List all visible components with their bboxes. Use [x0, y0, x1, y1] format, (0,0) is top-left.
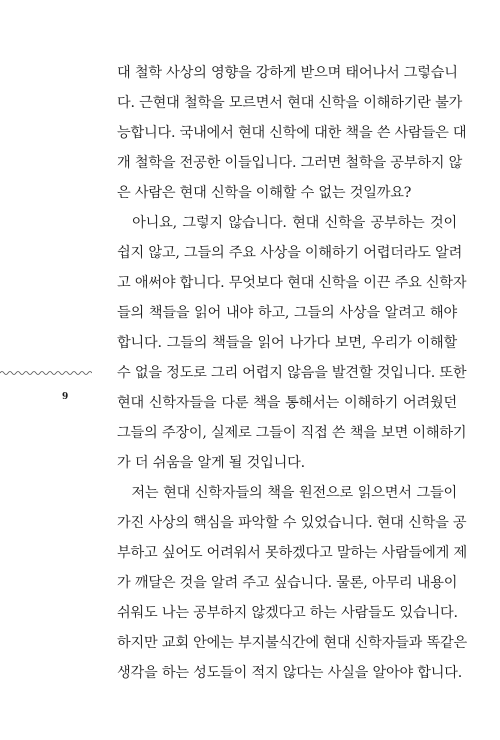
wavy-line	[0, 372, 92, 375]
paragraph-block-1	[117, 58, 467, 478]
text-line: 대 철학 사상의 영향을 강하게 받으며 태어나서 그렇습니	[117, 65, 458, 81]
text-line: 쉽지 않고, 그들의 주요 사상을 이해하기 어렵더라도 알려	[117, 245, 463, 261]
text-line: 저는 현대 신학자들의 책을 원전으로 읽으면서 그들이	[117, 485, 457, 501]
text-line: 아니요, 그렇지 않습니다. 현대 신학을 공부하는 것이	[117, 215, 457, 231]
text-line: 고 애써야 합니다. 무엇보다 현대 신학을 이끈 주요 신학자	[117, 275, 467, 291]
text-line: 능합니다. 국내에서 현대 신학에 대한 책을 쓴 사람들은 대	[117, 125, 467, 141]
text-line: 개 철학을 전공한 이들입니다. 그러면 철학을 공부하지 않	[117, 155, 463, 171]
text-line: 수 없을 정도로 그리 어렵지 않음을 발견할 것입니다. 또한	[117, 365, 467, 381]
folio-wavy-rule	[0, 370, 92, 376]
text-line: 합니다. 그들의 책들을 읽어 나가다 보면, 우리가 이해할	[117, 335, 457, 351]
text-line: 쉬워도 나는 공부하지 않겠다고 하는 사람들도 있습니다.	[117, 605, 458, 621]
text-line: 은 사람은 현대 신학을 이해할 수 없는 것일까요?	[117, 185, 412, 201]
page-number: 9	[62, 392, 69, 402]
text-line: 하지만 교회 안에는 부지불식간에 현대 신학자들과 똑같은	[117, 635, 467, 651]
text-line: 가 깨달은 것을 알려 주고 싶습니다. 물론, 아무리 내용이	[117, 575, 458, 591]
text-line: 가진 사상의 핵심을 파악할 수 있었습니다. 현대 신학을 공	[117, 515, 467, 531]
text-line: 생각을 하는 성도들이 적지 않다는 사실을 알아야 합니다.	[117, 665, 463, 681]
text-line: 부하고 싶어도 어려워서 못하겠다고 말하는 사람들에게 제	[117, 545, 467, 561]
text-line: 가 더 쉬움을 알게 될 것입니다.	[117, 455, 305, 471]
text-line: 다. 근현대 철학을 모르면서 현대 신학을 이해하기란 불가	[117, 95, 463, 111]
text-line: 들의 책들을 읽어 내야 하고, 그들의 사상을 알려고 해야	[117, 305, 457, 321]
text-line: 그들의 주장이, 실제로 그들이 직접 쓴 책을 보면 이해하기	[117, 425, 467, 441]
paragraph-block-2	[117, 478, 467, 688]
text-line: 현대 신학자들을 다룬 책을 통해서는 이해하기 어려웠던	[117, 395, 457, 411]
